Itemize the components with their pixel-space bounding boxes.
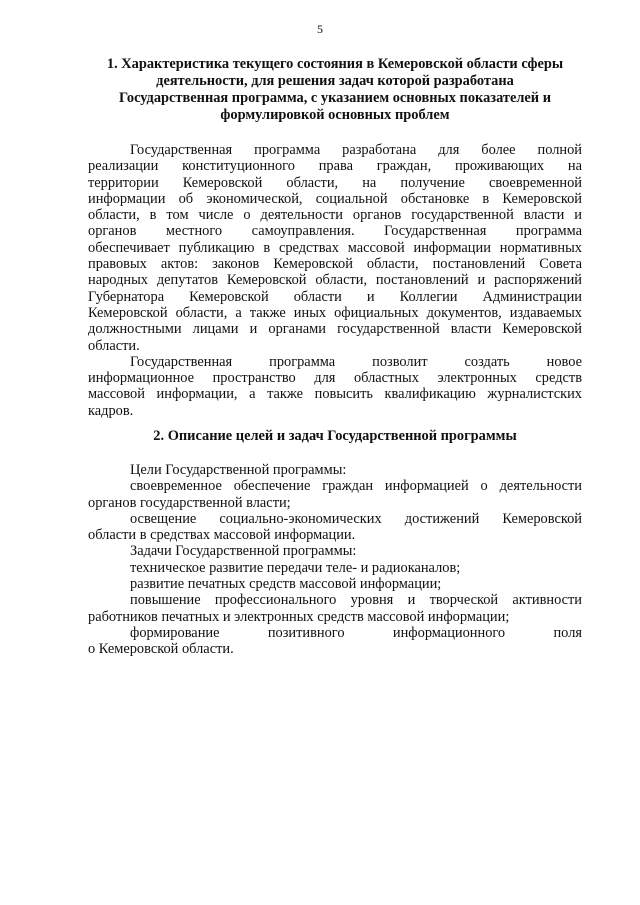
text-line: о Кемеровской области.	[88, 641, 234, 658]
text-line: своевременное обеспечение граждан информацией о деятельности	[130, 478, 582, 495]
text-line: техническое развитие передачи теле- и радиоканалов;	[130, 559, 461, 576]
text-line: Государственная программа позволит создать новое	[130, 353, 582, 370]
text-line: освещение социально-экономических достижений Кемеровской	[130, 510, 582, 527]
text-line: кадров.	[88, 402, 134, 419]
heading-line: формулировкой основных проблем	[220, 107, 450, 123]
text-line: обеспечивает публикацию в средствах массовой информации нормативных	[88, 239, 582, 256]
text-line: области.	[88, 337, 140, 354]
section-1-body	[88, 142, 582, 419]
heading-line: деятельности, для решения задач которой разработана	[156, 73, 514, 89]
heading-line: 2. Описание целей и задач Государственной программы	[153, 428, 517, 444]
section-1-heading	[88, 56, 582, 124]
text-line: реализации конституционного права граждан, проживающих на	[88, 158, 582, 175]
text-line: развитие печатных средств массовой информации;	[130, 576, 442, 593]
text-line: формирование позитивного информационного поля	[130, 624, 582, 641]
page-number: 5	[317, 22, 323, 36]
text-line: массовой информации, а также повысить квалификацию журналистских	[88, 386, 582, 403]
text-line: должностными лицами и органами государственной власти Кемеровской	[88, 321, 582, 338]
text-line: народных депутатов Кемеровской области, постановлений и распоряжений	[88, 272, 582, 289]
text-line: информации об экономической, социальной обстановке в Кемеровской	[88, 190, 582, 207]
text-line: повышение профессионального уровня и творческой активности	[130, 592, 582, 609]
text-line: области в средствах массовой информации.	[88, 527, 356, 544]
text-line: правовых актов: законов Кемеровской области, постановлений Совета	[88, 256, 582, 273]
section-2-body	[88, 462, 582, 658]
heading-line: Государственная программа, с указанием основных показателей и	[118, 90, 551, 106]
heading-line: 1. Характеристика текущего состояния в Кемеровской области сферы	[106, 56, 564, 72]
section-2-heading	[88, 428, 582, 445]
text-line: Кемеровской области, а также иных официальных документов, издаваемых	[88, 304, 582, 321]
text-line: органов местного самоуправления. Государственная программа	[88, 223, 582, 240]
text-line: информационное пространство для областных электронных средств	[88, 370, 582, 387]
text-line: территории Кемеровской области, на получение своевременной	[88, 174, 582, 191]
text-line: Цели Государственной программы:	[130, 462, 347, 478]
text-line: Задачи Государственной программы:	[130, 543, 357, 560]
text-line: органов государственной власти;	[88, 494, 291, 511]
text-line: работников печатных и электронных средств массовой информации;	[88, 608, 510, 625]
text-line: Государственная программа разработана для более полной	[130, 142, 582, 158]
text-line: области, в том числе о деятельности органов государственной власти и	[88, 207, 582, 224]
text-line: Губернатора Кемеровской области и Коллегии Администрации	[88, 288, 582, 305]
